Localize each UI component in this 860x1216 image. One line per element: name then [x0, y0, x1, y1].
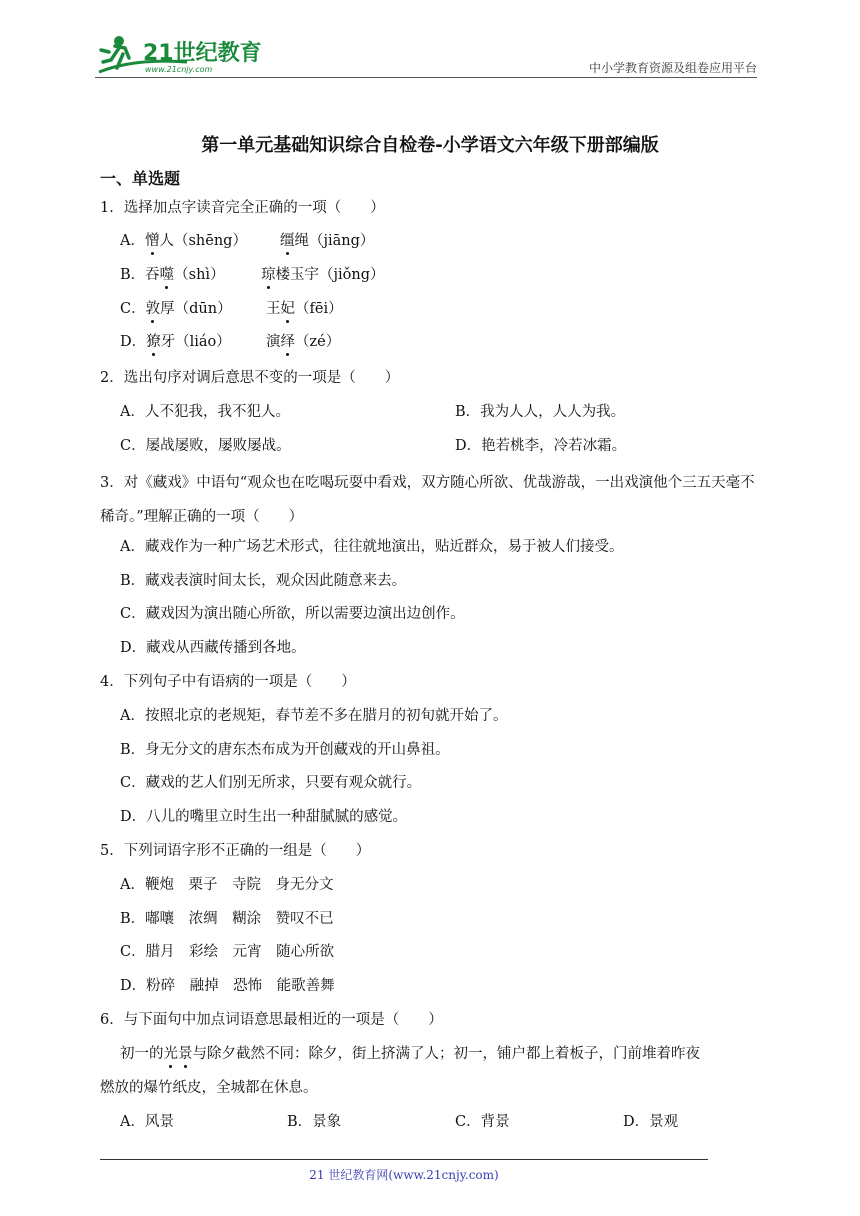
question-1-option-a: A．憎人（shēng）	[120, 229, 247, 250]
question-3-option-c: C．藏戏因为演出随心所欲，所以需要边演出边创作。	[120, 606, 465, 622]
section-heading: 一、单选题	[100, 169, 181, 188]
question-6-stem: 6．与下面句中加点词语意思最相近的一项是（ ）	[100, 1012, 443, 1028]
svg-text:21世纪教育: 21世纪教育	[143, 41, 262, 66]
question-1-stem: 1．选择加点字读音完全正确的一项（ ）	[100, 200, 385, 216]
platform-name: 中小学教育资源及组卷应用平台	[588, 61, 757, 75]
question-5-option-c: C．腊月 彩绘 元宵 随心所欲	[120, 944, 335, 960]
question-3-option-d: D．藏戏从西藏传播到各地。	[120, 640, 306, 656]
question-6-option-b: B．景象	[287, 1114, 342, 1130]
question-3-option-a: A．藏戏作为一种广场艺术形式，往往就地演出，贴近群众，易于被人们接受。	[120, 539, 624, 555]
question-5-stem: 5．下列词语字形不正确的一组是（ ）	[100, 843, 371, 859]
question-4-option-d: D．八儿的嘴里立时生出一种甜腻腻的感觉。	[120, 809, 408, 825]
question-5-option-b: B．嘟嚷 浓绸 糊涂 赞叹不已	[120, 911, 334, 927]
question-2-stem: 2．选出句序对调后意思不变的一项是（ ）	[100, 370, 400, 386]
footer-divider	[100, 1159, 708, 1160]
page-header	[95, 32, 757, 78]
footer-link[interactable]: 21 世纪教育网(www.21cnjy.com)	[309, 1168, 499, 1182]
question-6-passage-line2: 燃放的爆竹纸皮，全城都在休息。	[100, 1080, 318, 1096]
page-title: 第一单元基础知识综合自检卷-小学语文六年级下册部编版	[201, 135, 659, 156]
svg-text:www.21cnjy.com: www.21cnjy.com	[145, 65, 213, 74]
question-5-option-a: A．鞭炮 栗子 寺院 身无分文	[120, 877, 334, 893]
question-3-stem: 3．对《藏戏》中语句“观众也在吃喝玩耍中看戏，双方随心所欲、优哉游哉，一出戏演他个三五天毫不稀奇。”理解正确的一项（ ）	[100, 475, 755, 525]
question-1-option-b-word2: 琼楼玉宇（jiǒng）	[261, 263, 384, 284]
question-1-option-a-word2: 缰绳（jiāng）	[280, 229, 374, 250]
question-4-option-b: B．身无分文的唐东杰布成为开创藏戏的开山鼻祖。	[120, 742, 450, 758]
question-4-option-c: C．藏戏的艺人们别无所求，只要有观众就行。	[120, 775, 422, 791]
question-6-option-a: A．风景	[120, 1114, 174, 1130]
logo	[95, 32, 265, 76]
question-1-option-c-word2: 王妃（fēi）	[266, 297, 343, 318]
question-2-option-c: C．屡战屡败，屡败屡战。	[120, 438, 291, 454]
question-4-option-a: A．按照北京的老规矩，春节差不多在腊月的初旬就开始了。	[120, 708, 508, 724]
question-6-option-c: C．背景	[455, 1114, 510, 1130]
question-3-option-b: B．藏戏表演时间太长，观众因此随意来去。	[120, 573, 407, 589]
question-1-option-c: C．敦厚（dūn）	[120, 297, 232, 318]
question-5-option-d: D．粉碎 融掉 恐怖 能歌善舞	[120, 978, 335, 994]
question-2-option-d: D．艳若桃李，冷若冰霜。	[455, 438, 627, 454]
question-1-option-d: D．獠牙（liáo）	[120, 330, 231, 351]
question-1-option-d-word2: 演绎（zé）	[266, 330, 340, 351]
question-6-passage: 初一的光景与除夕截然不同：除夕，街上挤满了人；初一，铺户都上着板子，门前堆着昨夜	[120, 1042, 700, 1063]
question-2-option-a: A．人不犯我，我不犯人。	[120, 404, 290, 420]
question-2-option-b: B．我为人人，人人为我。	[455, 404, 626, 420]
header-divider	[95, 77, 757, 78]
question-4-stem: 4．下列句子中有语病的一项是（ ）	[100, 674, 356, 690]
question-1-option-b: B．吞噬（shì）	[120, 263, 225, 284]
question-6-option-d: D．景观	[623, 1114, 679, 1130]
